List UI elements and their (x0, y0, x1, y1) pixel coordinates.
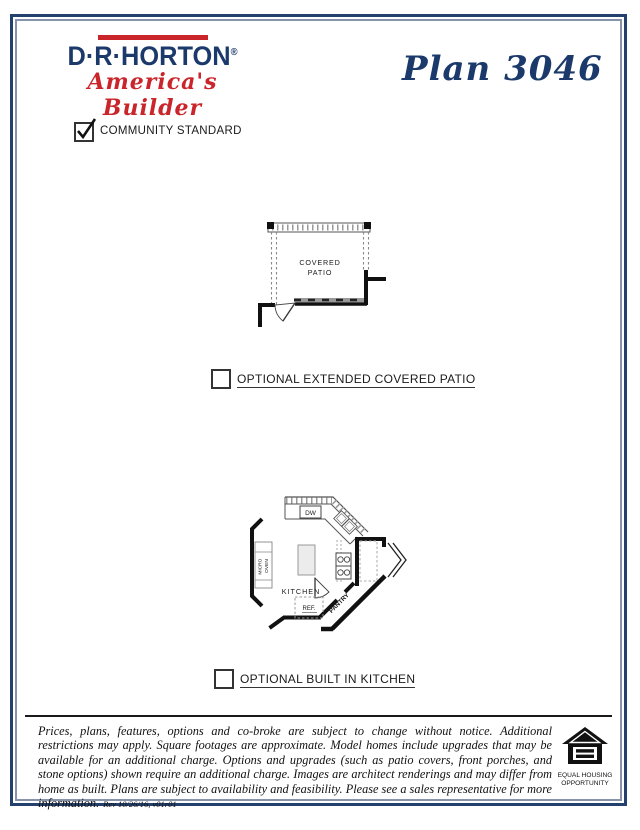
equal-housing-label-line1: EQUAL HOUSING (557, 772, 613, 779)
drhorton-logo (45, 35, 260, 121)
revision-text: Rev 10/26/16, v01r01 (103, 799, 177, 810)
community-standard-label: COMMUNITY STANDARD (100, 125, 242, 137)
logo-red-bar (98, 35, 208, 40)
dishwasher-label: DW (305, 510, 316, 517)
community-standard-checkbox[interactable] (74, 122, 94, 142)
oven-label: OVEN (265, 559, 270, 573)
community-standard-row (74, 122, 242, 142)
page-frame-inner (15, 19, 622, 811)
checkmark-icon (76, 118, 98, 142)
option-built-in-kitchen-checkbox[interactable] (214, 669, 234, 689)
option-extended-patio-label: OPTIONAL EXTENDED COVERED PATIO (237, 372, 476, 386)
equal-housing-label-line2: OPPORTUNITY (561, 779, 609, 787)
refrigerator-label: REF. (302, 606, 316, 612)
registered-mark-icon: ® (230, 47, 238, 58)
brand-tagline: America's Builder (87, 69, 218, 122)
option-extended-patio-row (211, 369, 475, 389)
kitchen-label: KITCHEN (281, 587, 321, 596)
built-in-kitchen-plan (240, 483, 420, 633)
equal-housing-icon (562, 727, 608, 765)
option-built-in-kitchen-row (214, 669, 415, 689)
brand-name (51, 42, 253, 70)
option-extended-patio-checkbox[interactable] (211, 369, 231, 389)
footer-divider (25, 715, 612, 717)
disclaimer-text (38, 724, 552, 811)
covered-patio-label-line2: PATIO (307, 268, 333, 277)
equal-housing-logo (555, 727, 615, 787)
pantry-label: PANTRY (327, 591, 351, 615)
covered-patio-label-line1: COVERED (299, 258, 341, 267)
page-title: Plan 3046 (402, 49, 603, 89)
disclaimer-body: Prices, plans, features, options and co-broke are subject to change without notice. Additional restrictions may apply. Square footages are approximate. Model homes include upgrades that may be available for an additional charge. Options and upgrades (such as patio covers, front porches, and stone options) shown require an additional charge. Images are architect renderings and may differ from home as built. Plans are subject to availability and feasibility. Please see a sales representative for more information. (38, 724, 552, 811)
page-frame (10, 14, 627, 811)
brand-name-text: D·R·HORTON (67, 41, 231, 71)
micro-label: MICRO (258, 558, 264, 575)
covered-patio-plan (250, 210, 400, 335)
option-built-in-kitchen-label: OPTIONAL BUILT IN KITCHEN (240, 672, 416, 686)
